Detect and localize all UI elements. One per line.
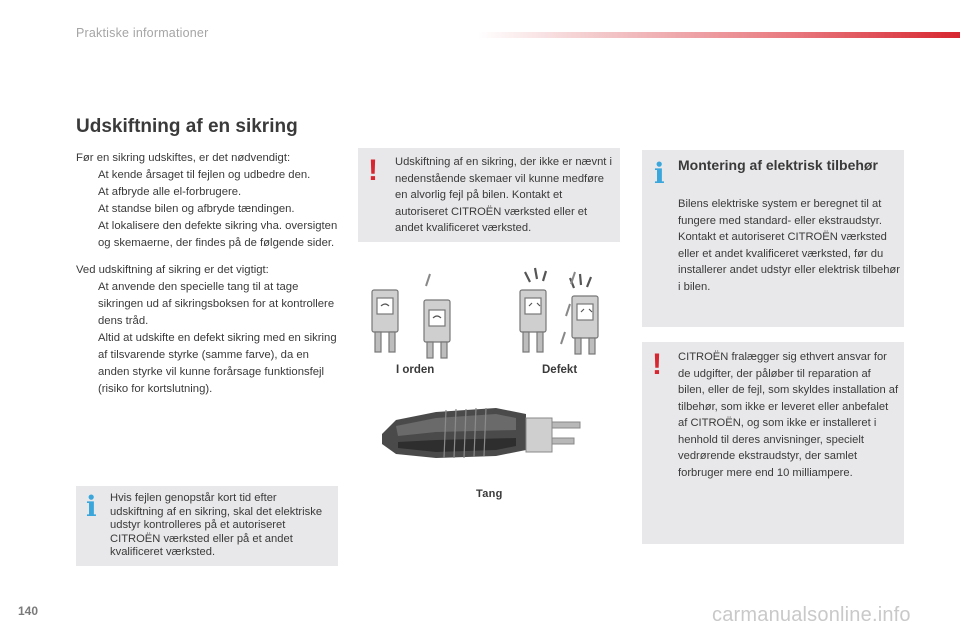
accessories-text: Bilens elektriske system er beregnet til at fungere med standard- eller ekstraudstyr. Kontakt et autoriseret CITROËN værksted eller et andet kvalificeret værksted, før du installerer andet udstyr eller elektrisk tilbehør i bilen. [678,198,900,293]
important-list [76,279,338,398]
warning-text: Udskiftning af en sikring, der ikke er nævnt i nedenstående skemaer vil kunne medføre en alvorlig fejl på bilen. Kontakt et autoriseret CITROËN værksted eller et andet kvalificeret værksted. [395,156,613,234]
watermark: carmanualsonline.info [712,604,911,626]
info-icon: i [654,157,665,190]
list-item: At kende årsaget til fejlen og udbedre den. [98,169,311,181]
section-header: Praktiske informationer [76,26,209,40]
warning-box-fuse [358,148,620,242]
warning-icon: ! [652,348,662,381]
list-item: At afbryde alle el-forbrugere. [98,186,242,198]
info-box-recurring-fault [76,486,338,566]
info-text: Hvis fejlen genopstår kort tid efter udskiftning af en sikring, skal det elektriske udstyr kontrolleres på et autoriseret CITROËN værksted eller på et andet kvalificeret værksted. [110,492,323,558]
pliers-icon [382,408,580,458]
header-gradient-bar [478,32,960,38]
list-item: At anvende den specielle tang til at tage sikringen ud af sikringsboksen for at kontrollere dens tråd. [98,281,335,327]
liability-text: CITROËN fralægger sig ethvert ansvar for de udgifter, der påløber til reparation af bilen, eller de fejl, som skyldes installation af tilbehør, som ikke er leveret eller anbefalet af CITROËN, og som ikke er installeret i henhold til deres anvisninger, specielt vedrørende ekstraudstyr, der samlet forbruger mere end 10 milliampere. [678,351,899,479]
intro-text: Før en sikring udskiftes, er det nødvendigt: [76,152,291,164]
pliers-illustration [376,398,586,478]
fuse-ok-icon [372,274,450,358]
fuse-ok-label: I orden [396,364,435,376]
list-item: At standse bilen og afbryde tændingen. [98,203,295,215]
page-number: 140 [18,604,39,618]
fuse-illustration [360,262,610,362]
info-icon: i [86,490,97,523]
accessories-title: Montering af elektrisk tilbehør [678,157,878,173]
warning-icon: ! [368,154,378,187]
fuse-defect-icon [520,268,598,354]
page-title: Udskiftning af en sikring [76,116,298,137]
list-item: Altid at udskifte en defekt sikring med en sikring af tilsvarende styrke (samme farve), da en anden styrke vil kunne forårsage funktionsfejl (risiko for kortslutning). [98,332,337,395]
list-item: At lokalisere den defekte sikring vha. oversigten og skemaerne, der findes på de følgende sider. [98,220,338,249]
intro-text-2: Ved udskiftning af sikring er det vigtigt: [76,264,269,276]
warning-box-liability [642,342,904,544]
fuse-instructions [76,150,338,398]
pliers-label: Tang [476,488,503,500]
prerequisites-list [76,167,338,252]
fuse-defect-label: Defekt [542,364,578,376]
